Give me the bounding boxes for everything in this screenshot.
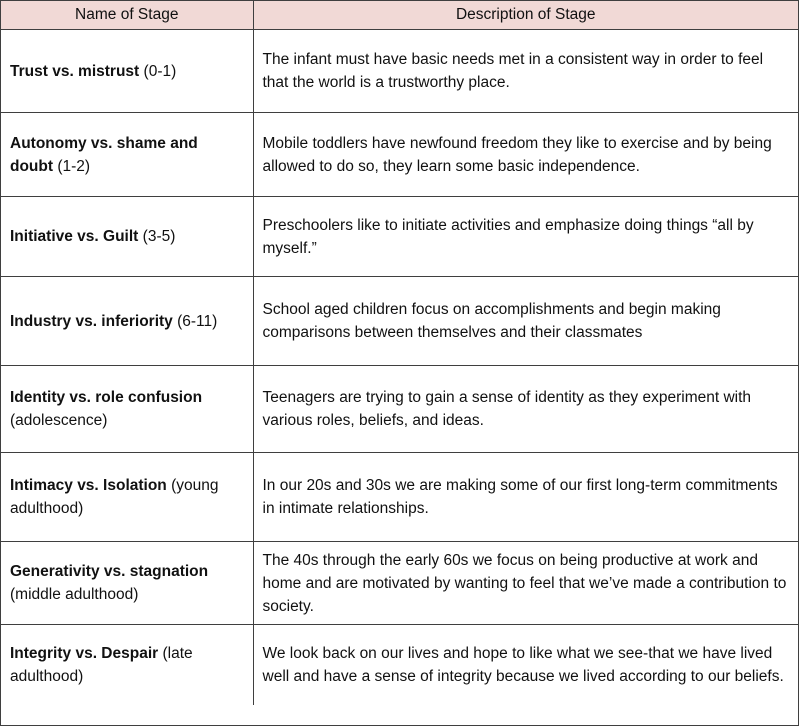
stages-table <box>1 1 798 705</box>
table-row <box>1 625 798 705</box>
stage-description: School aged children focus on accomplishments and begin making comparisons between themselves and their classmates <box>253 277 798 366</box>
stage-description: Mobile toddlers have newfound freedom they like to exercise and by being allowed to do so, they learn some basic independence. <box>253 113 798 197</box>
stage-description: The infant must have basic needs met in a consistent way in order to feel that the world is a trustworthy place. <box>253 30 798 113</box>
stage-age: (3-5) <box>142 228 176 245</box>
stage-name-cell <box>1 30 253 113</box>
stage-age: (middle adulthood) <box>10 586 139 603</box>
table-row <box>1 366 798 453</box>
stage-name-cell <box>1 625 253 705</box>
stage-name-cell <box>1 197 253 277</box>
table-row <box>1 197 798 277</box>
stage-name: Identity vs. role confusion <box>10 389 203 406</box>
header-name-of-stage: Name of Stage <box>1 1 253 30</box>
header-description-of-stage: Description of Stage <box>253 1 798 30</box>
stage-name: Autonomy vs. shame and doubt <box>10 134 198 175</box>
stage-age: (0-1) <box>143 62 177 80</box>
stage-name: Trust vs. mistrust <box>10 62 140 80</box>
stage-age: (1-2) <box>57 157 91 175</box>
table-row <box>1 277 798 366</box>
stage-name-cell <box>1 277 253 366</box>
stage-name-cell <box>1 113 253 197</box>
stage-description: Teenagers are trying to gain a sense of identity as they experiment with various roles, beliefs, and ideas. <box>253 366 798 453</box>
table-row <box>1 453 798 542</box>
stage-name-cell <box>1 366 253 453</box>
header-row <box>1 1 798 30</box>
stage-description: The 40s through the early 60s we focus on being productive at work and home and are motivated by wanting to feel that we’ve made a contribution to society. <box>253 542 798 625</box>
stage-name: Integrity vs. Despair <box>10 644 159 662</box>
stage-age: (adolescence) <box>10 412 108 429</box>
table-row <box>1 542 798 625</box>
stage-name: Intimacy vs. Isolation <box>10 477 167 494</box>
stage-description: We look back on our lives and hope to like what we see-that we have lived well and have a sense of integrity because we lived according to our beliefs. <box>262 644 784 685</box>
stage-age: (late adulthood) <box>10 644 193 685</box>
stage-description: Preschoolers like to initiate activities and emphasize doing things “all by myself.” <box>253 197 798 277</box>
table-row <box>1 113 798 197</box>
stage-age: (young adulthood) <box>10 477 219 517</box>
stage-name-cell <box>1 542 253 625</box>
stage-description: In our 20s and 30s we are making some of our first long-term commitments in intimate relationships. <box>253 453 798 542</box>
stage-age: (6-11) <box>177 312 218 330</box>
stage-name: Initiative vs. Guilt <box>10 228 139 245</box>
stage-name: Generativity vs. stagnation <box>10 563 209 580</box>
stage-name-cell <box>1 453 253 542</box>
table-row <box>1 30 798 113</box>
stage-name: Industry vs. inferiority <box>10 312 173 330</box>
